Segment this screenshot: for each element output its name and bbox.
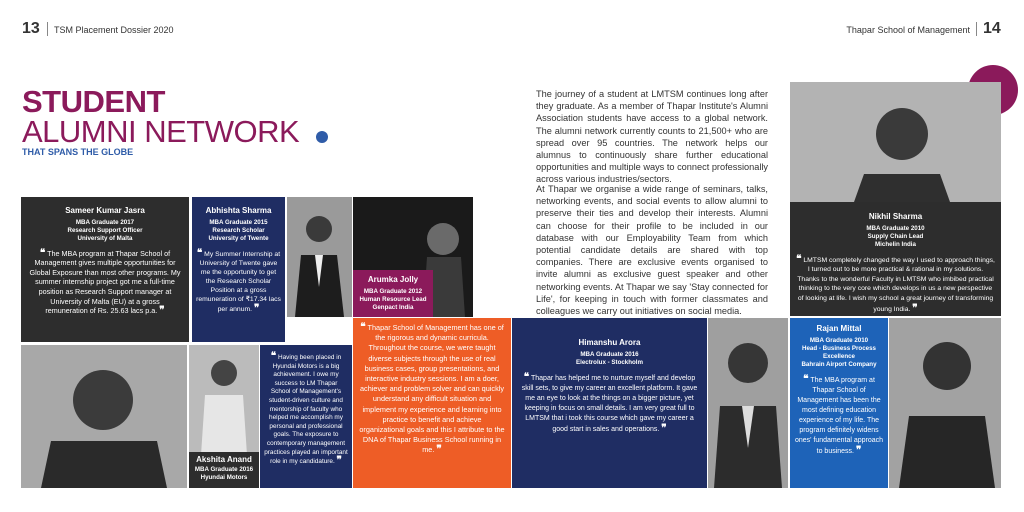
alumni-photo-suited-man — [287, 197, 352, 317]
alumni-name: Rajan Mittal — [816, 324, 862, 333]
alumni-batch: MBA Graduate 2017 — [75, 218, 135, 226]
alumni-card-akshita-label — [189, 452, 259, 488]
alumni-org: University of Malta — [77, 234, 133, 242]
alumni-card-abhishta — [192, 197, 285, 342]
alumni-card-rajan — [790, 318, 888, 488]
alumni-card-himanshu — [512, 318, 707, 488]
alumni-batch: MBA Graduate 2015 — [209, 218, 268, 226]
quote-open-icon: ❝ — [196, 247, 203, 259]
alumni-role: Supply Chain Lead — [867, 232, 924, 240]
quote-close-icon: ❞ — [855, 444, 862, 456]
alumni-org: Bahrain Airport Company — [801, 360, 877, 368]
quote-close-icon: ❞ — [661, 422, 667, 434]
alumni-name: Akshita Anand — [196, 455, 252, 464]
right-header-title: Thapar School of Management — [846, 25, 970, 35]
alumni-name: Himanshu Arora — [578, 338, 641, 347]
alumni-photo-rajan — [889, 318, 1001, 488]
quote-open-icon: ❝ — [270, 351, 277, 362]
quote-open-icon: ❝ — [360, 322, 366, 333]
alumni-org: University of Twente — [208, 234, 269, 242]
alumni-photo-sameer — [21, 345, 187, 488]
alumni-quote: Thapar has helped me to nurture myself and develop skill sets, to give my career an excellent platform. It gave me an eye to look at the things on a bigger picture, yet keeping in focus on small details. I am very great full to LMTSM that i took this course which gave my career a good start in sales and operations. — [521, 374, 698, 433]
quote-close-icon: ❞ — [436, 444, 442, 456]
alumni-card-arumka-label — [353, 270, 433, 317]
quote-close-icon: ❞ — [912, 302, 918, 314]
alumni-org: Hyundai Motors — [200, 473, 248, 481]
alumni-role: Research Scholar — [212, 226, 265, 234]
alumni-batch: MBA Graduate 2016 — [580, 350, 639, 358]
alumni-card-nikhil — [790, 202, 1001, 316]
alumni-photo-nikhil — [790, 82, 1001, 202]
header-divider-right — [976, 22, 977, 36]
alumni-batch: MBA Graduate 2010 — [809, 336, 869, 344]
alumni-name: Arumka Jolly — [367, 275, 419, 284]
alumni-photo-akshita — [189, 345, 259, 455]
alumni-quote: The MBA program at Thapar School of Management has been the most defining education experience of my life. The program definitely widens ones' fundamental approach to business. — [794, 376, 884, 455]
headline-line2: ALUMNI NETWORK — [22, 114, 300, 149]
alumni-quote: LMTSM completely changed the way I used to approach things, I turned out to be more practical & rational in my solutions. Thanks to the wonderful Faculty in LMTSM who imbibed practical thinking to the very core which develops in us a new perspective of looking at life. I wish my school a great journey of transforming young India. — [797, 256, 995, 313]
alumni-org: Michelin India — [875, 240, 916, 248]
alumni-card-arumka-quote — [353, 318, 511, 488]
intro-paragraph-2: At Thapar we organise a wide range of seminars, talks, networking events, and social events to allow alumni to preserve their ties and develop their interests. Alumni can choose for their profile to be included in our database with our Employability Team from which potential candidate details are shared with top companies. There are exclusive events organised to invite alumni as exclusive guest speaker and other networking events. At Thapar we say 'Stay connected for Life', for keeping in touch with former classmates and colleagues we carry out initiatives on social media. — [536, 184, 768, 317]
alumni-quote: The MBA program at Thapar School of Management gives multiple opportunities for Global Exposure than most other programs. My summer internship project got me a full-time position as Research Support manager at University of Malta (EU) at a gross remuneration of Rs. 25.63 lacs p.a. — [29, 248, 181, 316]
alumni-role: Head - Business Process Excellence — [802, 344, 876, 360]
quote-close-icon: ❞ — [159, 305, 165, 317]
alumni-quote: My Summer Internship at University of Twente gave me the opportunity to get the Research Scholar Position at a gross remuneration of ₹17.34 lacs per annum. — [196, 250, 281, 313]
left-header-title: TSM Placement Dossier 2020 — [54, 25, 174, 35]
quote-close-icon: ❞ — [336, 455, 342, 467]
alumni-batch: MBA Graduate 2016 — [194, 465, 254, 473]
intro-paragraph-1: The journey of a student at LMTSM continues long after they graduate. As a member of Thapar Institute's Alumni Association students have access to a global network. The alumni network currently counts to 21,500+ who are spread over 95 countries. The network helps our alumnus to continuously share further educational opportunities and multiple ways to connect professionally across various industries/sectors. — [536, 89, 768, 185]
right-page-number: 14 — [983, 20, 1001, 37]
quote-close-icon: ❞ — [253, 302, 260, 314]
headline-subtitle: THAT SPANS THE GLOBE — [22, 147, 134, 157]
headline-line1: STUDENT — [22, 84, 165, 119]
header-divider-left — [47, 22, 48, 36]
alumni-batch: MBA Graduate 2010 — [866, 224, 925, 232]
alumni-photo-himanshu — [708, 318, 788, 488]
alumni-batch: MBA Graduate 2012 — [363, 287, 423, 295]
headline-dot — [316, 131, 328, 143]
quote-open-icon: ❝ — [803, 373, 809, 385]
alumni-card-akshita-quote — [260, 345, 352, 488]
alumni-org: Genpact India — [372, 303, 414, 311]
quote-open-icon: ❝ — [523, 371, 530, 383]
alumni-name: Abhishta Sharma — [205, 206, 272, 215]
alumni-org: Electrolux - Stockholm — [575, 358, 644, 366]
alumni-quote: Having been placed in Hyundai Motors is a big achievement. I owe my success to LM Thapar School of Management's student-driven culture and mentorship of faculty who helped me accomplish my personal and professional goals. The exposure to contemporary management practices played an important role in my candidature. — [264, 354, 348, 466]
alumni-quote: Thapar School of Management has one of the rigorous and dynamic curricula. Throughout the course, we were taught diverse subjects through the use of real business cases, group presentations, and interactive industry sessions. I am a doer, achiever and problem solver and can quickly understand any difficult situation and implement my experience and learning into practice to benefit and achieve organizational goals and this I attribute to the DNA of Thapar Business School running in me. — [359, 323, 505, 455]
left-page-number: 13 — [22, 20, 40, 37]
alumni-name: Nikhil Sharma — [868, 212, 923, 221]
alumni-role: Human Resource Lead — [359, 295, 427, 303]
alumni-name: Sameer Kumar Jasra — [65, 206, 145, 215]
alumni-role: Research Support Officer — [67, 226, 143, 234]
quote-open-icon: ❝ — [796, 253, 802, 265]
quote-open-icon: ❝ — [39, 247, 46, 259]
alumni-card-sameer — [21, 197, 189, 342]
